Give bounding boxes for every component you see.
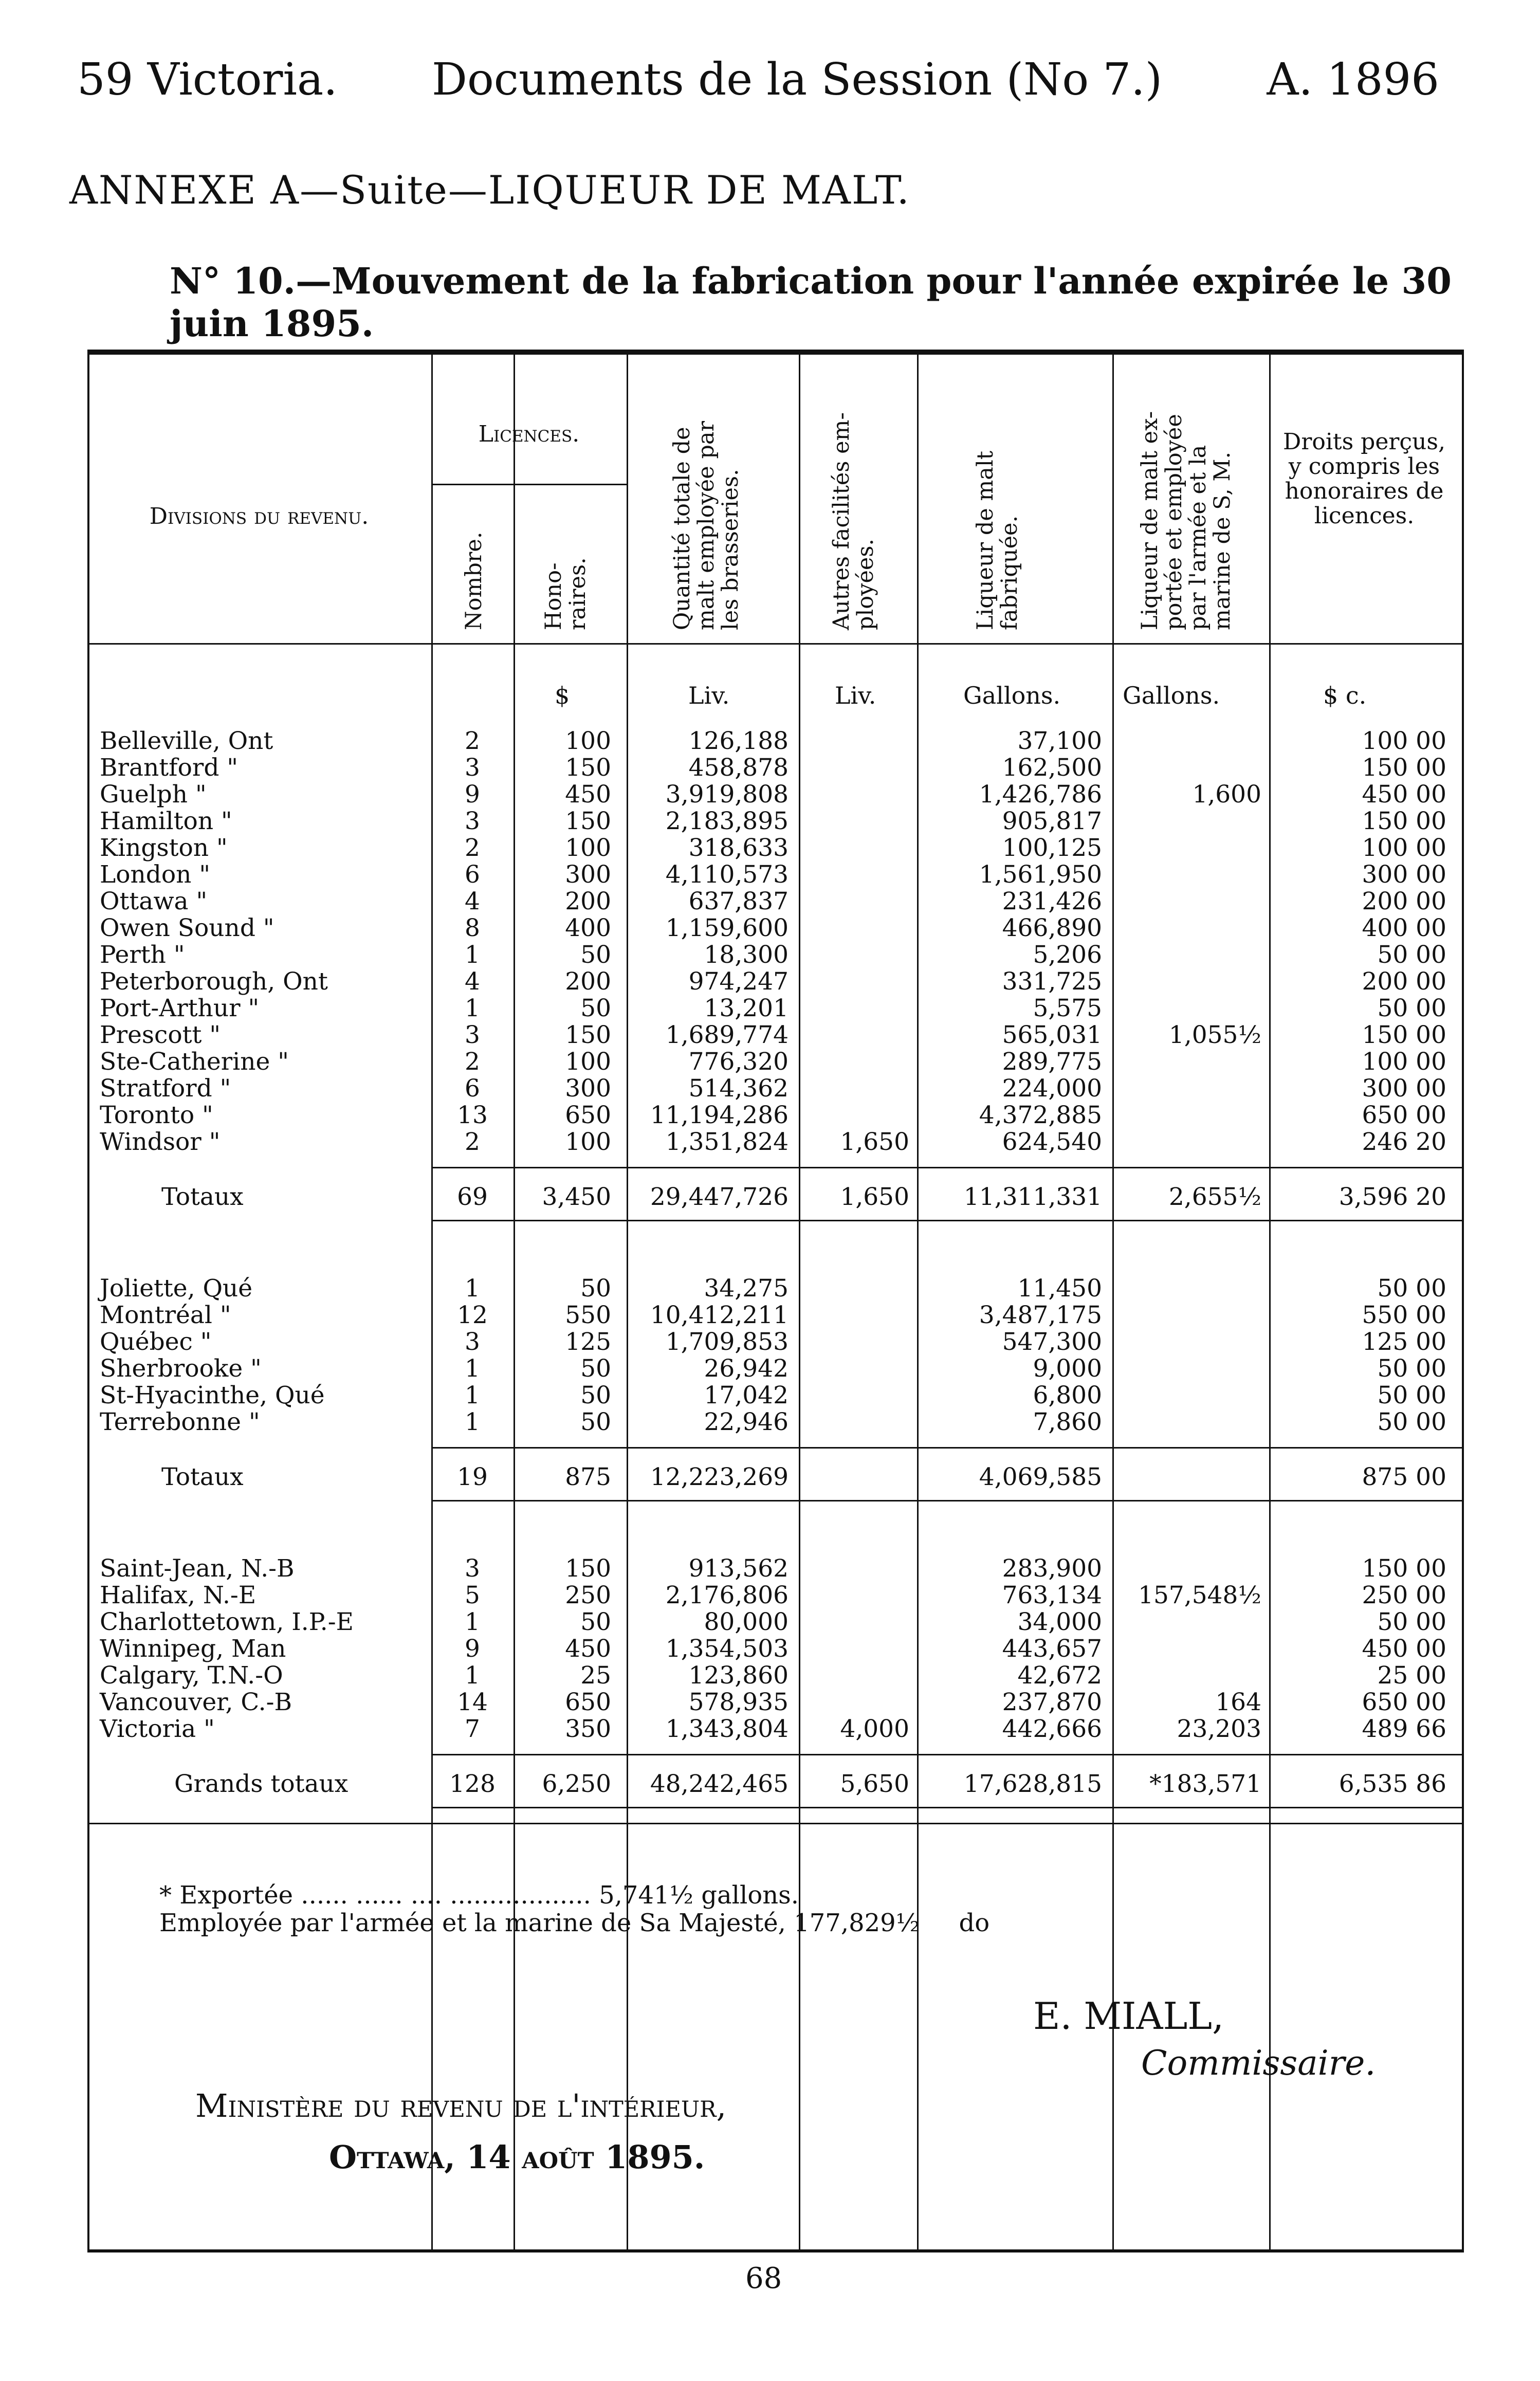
cell-droits: 250 00 (1362, 1581, 1446, 1609)
cell-droits: 3,596 20 (1339, 1183, 1446, 1211)
cell-liq: 11,311,331 (963, 1183, 1102, 1211)
cell-quant: 26,942 (704, 1354, 789, 1383)
nombre-header: Nombre. (461, 532, 487, 630)
cell-liq: 4,069,585 (979, 1463, 1102, 1491)
cell-hon: 50 (580, 1608, 611, 1636)
division-name: Owen Sound " (100, 914, 274, 942)
table-row (89, 1689, 1462, 1716)
total-rule (431, 1500, 1462, 1501)
cell-hon: 50 (580, 1408, 611, 1436)
cell-nombre: 1 (465, 1408, 480, 1436)
table-row (89, 1102, 1462, 1129)
cell-liq: 763,134 (1002, 1581, 1102, 1609)
cell-quant: 29,447,726 (650, 1183, 789, 1211)
division-name: London " (100, 860, 210, 889)
cell-nombre: 6 (465, 860, 480, 889)
division-name: Prescott " (100, 1021, 221, 1049)
cell-hon: 450 (565, 780, 611, 809)
cell-nombre: 3 (465, 754, 480, 782)
division-name: Hamilton " (100, 807, 232, 835)
table-row (89, 781, 1462, 808)
division-name: Sherbrooke " (100, 1354, 262, 1383)
cell-hon: 150 (565, 754, 611, 782)
cell-hon: 150 (565, 1554, 611, 1583)
division-name: Calgary, T.N.-O (100, 1661, 283, 1690)
cell-liq: 466,890 (1002, 914, 1102, 942)
table-row (89, 728, 1462, 755)
cell-hon: 100 (565, 1048, 611, 1076)
cell-droits: 50 00 (1377, 1608, 1446, 1636)
cell-nombre: 6 (465, 1074, 480, 1103)
cell-nombre: 14 (457, 1688, 488, 1716)
cell-droits: 50 00 (1377, 1408, 1446, 1436)
cell-liq: 624,540 (1002, 1128, 1102, 1156)
cell-nombre: 1 (465, 1354, 480, 1383)
division-name: Peterborough, Ont (100, 967, 328, 996)
cell-nombre: 2 (465, 727, 480, 755)
ministry: Ministère du revenu de l'intérieur, (195, 2087, 727, 2124)
cell-quant: 1,689,774 (665, 1021, 789, 1049)
cell-liq: 442,666 (1002, 1715, 1102, 1743)
cell-droits: 875 00 (1362, 1463, 1446, 1491)
cell-liq: 6,800 (1033, 1381, 1102, 1409)
cell-exp: 1,055½ (1168, 1021, 1261, 1049)
cell-nombre: 4 (465, 967, 480, 996)
cell-hon: 150 (565, 807, 611, 835)
cell-liq: 162,500 (1002, 754, 1102, 782)
cell-droits: 125 00 (1362, 1328, 1446, 1356)
cell-hon: 200 (565, 967, 611, 996)
division-name: Québec " (100, 1328, 212, 1356)
cell-quant: 10,412,211 (650, 1301, 789, 1329)
table-row (89, 1409, 1462, 1436)
cell-droits: 50 00 (1377, 1274, 1446, 1303)
cell-quant: 3,919,808 (665, 780, 789, 809)
cell-quant: 13,201 (704, 994, 789, 1022)
cell-liq: 3,487,175 (979, 1301, 1102, 1329)
cell-hon: 200 (565, 887, 611, 915)
cell-nombre: 9 (465, 1635, 480, 1663)
table-row (89, 968, 1462, 995)
table-row (89, 1302, 1462, 1329)
table-row (89, 1049, 1462, 1075)
division-name: Ottawa " (100, 887, 208, 915)
division-name: Belleville, Ont (100, 727, 273, 755)
cell-droits: 150 00 (1362, 754, 1446, 782)
cell-hon: 875 (565, 1463, 611, 1491)
cell-hon: 650 (565, 1688, 611, 1716)
footnote-label: * Exportée (159, 1881, 294, 1910)
division-name: Toronto " (100, 1101, 213, 1129)
footnote-employee (159, 1909, 989, 1937)
cell-liq: 17,628,815 (963, 1770, 1102, 1798)
cell-hon: 50 (580, 994, 611, 1022)
cell-exp: *183,571 (1149, 1770, 1261, 1798)
table-title: N° 10.—Mouvement de la fabrication pour l'année expirée le 30 juin 1895. (170, 260, 1452, 345)
cell-liq: 547,300 (1002, 1328, 1102, 1356)
subtotal-rule (431, 1754, 1462, 1755)
cell-exp: 23,203 (1177, 1715, 1261, 1743)
cell-hon: 300 (565, 860, 611, 889)
division-name: Terrebonne " (100, 1408, 260, 1436)
header-bottom-rule (89, 643, 1462, 645)
cell-quant: 123,860 (688, 1661, 789, 1690)
cell-autres: 1,650 (840, 1128, 909, 1156)
cell-liq: 42,672 (1017, 1661, 1102, 1690)
cell-hon: 300 (565, 1074, 611, 1103)
cell-hon: 650 (565, 1101, 611, 1129)
division-name: Montréal " (100, 1301, 231, 1329)
cell-hon: 50 (580, 941, 611, 969)
total-rule (431, 1220, 1462, 1221)
cell-exp: 2,655½ (1168, 1183, 1261, 1211)
total-label: Totaux (161, 1183, 244, 1211)
cell-quant: 17,042 (704, 1381, 789, 1409)
cell-liq: 11,450 (1017, 1274, 1102, 1303)
table-row (89, 1636, 1462, 1662)
cell-quant: 974,247 (688, 967, 789, 996)
header-top-rule (89, 353, 1462, 355)
table-row (89, 1555, 1462, 1582)
division-name: Windsor " (100, 1128, 221, 1156)
cell-hon: 100 (565, 1128, 611, 1156)
cell-hon: 100 (565, 834, 611, 862)
cell-droits: 50 00 (1377, 1354, 1446, 1383)
cell-nombre: 9 (465, 780, 480, 809)
cell-quant: 1,709,853 (665, 1328, 789, 1356)
cell-liq: 34,000 (1017, 1608, 1102, 1636)
licences-rule (431, 484, 627, 485)
cell-hon: 350 (565, 1715, 611, 1743)
table-row (89, 1609, 1462, 1636)
division-name: Vancouver, C.-B (100, 1688, 292, 1716)
cell-nombre: 1 (465, 1661, 480, 1690)
cell-hon: 50 (580, 1381, 611, 1409)
cell-exp: 157,548½ (1138, 1581, 1261, 1609)
cell-nombre: 2 (465, 1048, 480, 1076)
cell-droits: 650 00 (1362, 1688, 1446, 1716)
cell-droits: 150 00 (1362, 1554, 1446, 1583)
cell-hon: 6,250 (542, 1770, 611, 1798)
cell-liq: 1,561,950 (979, 860, 1102, 889)
cell-quant: 4,110,573 (665, 860, 789, 889)
cell-nombre: 3 (465, 1328, 480, 1356)
signature-title: Commissaire. (1141, 2043, 1376, 2083)
division-name: Perth " (100, 941, 185, 969)
cell-quant: 318,633 (688, 834, 789, 862)
cell-quant: 126,188 (688, 727, 789, 755)
cell-nombre: 5 (465, 1581, 480, 1609)
cell-hon: 3,450 (542, 1183, 611, 1211)
cell-nombre: 3 (465, 1021, 480, 1049)
quantite-header: Quantité totale de malt employée par les brasseries. (669, 420, 743, 630)
divisions-header: Divisions du revenu. (149, 503, 369, 529)
table-row (89, 1022, 1462, 1049)
cell-hon: 125 (565, 1328, 611, 1356)
document-year: A. 1896 (1267, 54, 1439, 105)
cell-droits: 50 00 (1377, 1381, 1446, 1409)
cell-droits: 200 00 (1362, 887, 1446, 915)
cell-droits: 100 00 (1362, 1048, 1446, 1076)
cell-liq: 4,372,885 (979, 1101, 1102, 1129)
cell-liq: 905,817 (1002, 807, 1102, 835)
table-row (89, 808, 1462, 835)
cell-nombre: 3 (465, 1554, 480, 1583)
table-foot-rule (89, 1823, 1462, 1824)
total-row (89, 1184, 1462, 1211)
division-name: Charlottetown, I.P.-E (100, 1608, 354, 1636)
table-row (89, 888, 1462, 915)
division-name: Winnipeg, Man (100, 1635, 286, 1663)
subtotal-rule (431, 1167, 1462, 1168)
table-row (89, 1329, 1462, 1356)
division-name: Guelph " (100, 780, 207, 809)
cell-hon: 150 (565, 1021, 611, 1049)
session-year: 59 Victoria. (77, 54, 338, 105)
cell-quant: 80,000 (704, 1608, 789, 1636)
liqueur-export-header: Liqueur de malt ex- portée et employée par l'armée et la marine de S, M. (1137, 411, 1235, 630)
table-row (89, 862, 1462, 888)
table-row (89, 942, 1462, 968)
table-row (89, 1716, 1462, 1743)
cell-hon: 50 (580, 1354, 611, 1383)
cell-autres: 5,650 (840, 1770, 909, 1798)
autres-header: Autres facilités em- ployées. (829, 412, 878, 630)
cell-quant: 22,946 (704, 1408, 789, 1436)
cell-nombre: 4 (465, 887, 480, 915)
cell-hon: 100 (565, 727, 611, 755)
liqueur-header: Liqueur de malt fabriquée. (973, 451, 1022, 630)
cell-liq: 283,900 (1002, 1554, 1102, 1583)
cell-hon: 400 (565, 914, 611, 942)
cell-hon: 550 (565, 1301, 611, 1329)
unit-liv: Liv. (835, 682, 876, 709)
cell-nombre: 69 (457, 1183, 488, 1211)
division-name: Saint-Jean, N.-B (100, 1554, 295, 1583)
table-row (89, 1582, 1462, 1609)
cell-quant: 514,362 (688, 1074, 789, 1103)
cell-autres: 4,000 (840, 1715, 909, 1743)
footnotes (159, 1881, 989, 1937)
cell-quant: 637,837 (688, 887, 789, 915)
division-name: Ste-Catherine " (100, 1048, 289, 1076)
cell-liq: 565,031 (1002, 1021, 1102, 1049)
cell-droits: 300 00 (1362, 1074, 1446, 1103)
cell-nombre: 2 (465, 1128, 480, 1156)
table-row (89, 1382, 1462, 1409)
cell-quant: 2,176,806 (665, 1581, 789, 1609)
cell-quant: 578,935 (688, 1688, 789, 1716)
subtotal-rule (431, 1447, 1462, 1449)
cell-droits: 650 00 (1362, 1101, 1446, 1129)
cell-liq: 1,426,786 (979, 780, 1102, 809)
footnote-label: Employée par l'armée et la marine de Sa Majesté, 177,829½ (159, 1909, 920, 1937)
total-label: Grands totaux (174, 1770, 349, 1798)
signature-name: E. MIALL, (1033, 1994, 1224, 2038)
division-name: St-Hyacinthe, Qué (100, 1381, 325, 1409)
cell-nombre: 3 (465, 807, 480, 835)
division-name: Port-Arthur " (100, 994, 260, 1022)
table-row (89, 1662, 1462, 1689)
table-row (89, 1129, 1462, 1156)
cell-nombre: 2 (465, 834, 480, 862)
cell-quant: 1,351,824 (665, 1128, 789, 1156)
cell-liq: 231,426 (1002, 887, 1102, 915)
cell-nombre: 1 (465, 1608, 480, 1636)
table-row (89, 835, 1462, 862)
place-date: Ottawa, 14 août 1895. (329, 2138, 705, 2176)
cell-droits: 150 00 (1362, 1021, 1446, 1049)
cell-quant: 458,878 (688, 754, 789, 782)
total-row (89, 1464, 1462, 1491)
cell-quant: 1,159,600 (665, 914, 789, 942)
cell-liq: 37,100 (1017, 727, 1102, 755)
cell-droits: 100 00 (1362, 834, 1446, 862)
cell-quant: 913,562 (688, 1554, 789, 1583)
cell-quant: 11,194,286 (650, 1101, 789, 1129)
cell-quant: 34,275 (704, 1274, 789, 1303)
cell-droits: 100 00 (1362, 727, 1446, 755)
division-name: Brantford " (100, 754, 238, 782)
cell-exp: 1,600 (1192, 780, 1261, 809)
cell-quant: 2,183,895 (665, 807, 789, 835)
cell-nombre: 7 (465, 1715, 480, 1743)
cell-hon: 450 (565, 1635, 611, 1663)
cell-quant: 776,320 (688, 1048, 789, 1076)
cell-droits: 50 00 (1377, 941, 1446, 969)
cell-droits: 300 00 (1362, 860, 1446, 889)
division-name: Victoria " (100, 1715, 215, 1743)
licences-header: Licences. (478, 421, 580, 447)
cell-droits: 50 00 (1377, 994, 1446, 1022)
cell-liq: 100,125 (1002, 834, 1102, 862)
cell-liq: 224,000 (1002, 1074, 1102, 1103)
cell-hon: 25 (580, 1661, 611, 1690)
statistics-table (87, 350, 1464, 2252)
honoraires-header: Hono- raires. (541, 557, 591, 630)
page-number: 68 (745, 2262, 782, 2295)
unit-gallons: Gallons. (1123, 682, 1220, 709)
footnote-value: 5,741½ gallons. (599, 1881, 799, 1910)
cell-liq: 7,860 (1033, 1408, 1102, 1436)
division-name: Joliette, Qué (100, 1274, 253, 1303)
cell-liq: 237,870 (1002, 1688, 1102, 1716)
cell-nombre: 8 (465, 914, 480, 942)
cell-nombre: 19 (457, 1463, 488, 1491)
cell-hon: 250 (565, 1581, 611, 1609)
total-label: Totaux (161, 1463, 244, 1491)
running-head (77, 54, 1439, 111)
footnote-exportee: * Exportée ...... ...... .... .................. 5,741½ gallons. (159, 1881, 799, 1910)
cell-nombre: 128 (449, 1770, 496, 1798)
cell-nombre: 1 (465, 994, 480, 1022)
division-name: Stratford " (100, 1074, 231, 1103)
unit-dollars-cents: $ c. (1323, 682, 1367, 709)
cell-droits: 400 00 (1362, 914, 1446, 942)
division-name: Halifax, N.-E (100, 1581, 256, 1609)
table-row (89, 755, 1462, 781)
table-row (89, 1275, 1462, 1302)
cell-autres: 1,650 (840, 1183, 909, 1211)
cell-nombre: 12 (457, 1301, 488, 1329)
cell-nombre: 1 (465, 1381, 480, 1409)
table-row (89, 1075, 1462, 1102)
cell-droits: 25 00 (1377, 1661, 1446, 1690)
droits-header: Droits perçus, y compris les honoraires de licences. (1283, 429, 1445, 529)
footnote-value: do (959, 1909, 990, 1937)
cell-nombre: 1 (465, 1274, 480, 1303)
cell-liq: 5,575 (1033, 994, 1102, 1022)
cell-quant: 1,354,503 (665, 1635, 789, 1663)
unit-gallons: Gallons. (963, 682, 1061, 709)
cell-exp: 164 (1215, 1688, 1261, 1716)
cell-quant: 18,300 (704, 941, 789, 969)
table-row (89, 915, 1462, 942)
cell-liq: 443,657 (1002, 1635, 1102, 1663)
cell-liq: 289,775 (1002, 1048, 1102, 1076)
cell-nombre: 13 (457, 1101, 488, 1129)
division-name: Kingston " (100, 834, 228, 862)
total-row (89, 1771, 1462, 1798)
document-title: Documents de la Session (No 7.) (432, 54, 1163, 105)
table-row (89, 1356, 1462, 1382)
cell-droits: 150 00 (1362, 807, 1446, 835)
cell-nombre: 1 (465, 941, 480, 969)
unit-dollar: $ (555, 682, 570, 709)
cell-quant: 12,223,269 (650, 1463, 789, 1491)
cell-quant: 1,343,804 (665, 1715, 789, 1743)
cell-droits: 550 00 (1362, 1301, 1446, 1329)
cell-droits: 246 20 (1362, 1128, 1446, 1156)
cell-quant: 48,242,465 (650, 1770, 789, 1798)
cell-droits: 6,535 86 (1339, 1770, 1446, 1798)
cell-liq: 9,000 (1033, 1354, 1102, 1383)
unit-liv: Liv. (688, 682, 730, 709)
cell-liq: 5,206 (1033, 941, 1102, 969)
annexe-title: ANNEXE A—Suite—LIQUEUR DE MALT. (69, 167, 910, 213)
total-rule (431, 1807, 1462, 1808)
cell-liq: 331,725 (1002, 967, 1102, 996)
cell-droits: 489 66 (1362, 1715, 1446, 1743)
table-row (89, 995, 1462, 1022)
cell-droits: 450 00 (1362, 780, 1446, 809)
cell-hon: 50 (580, 1274, 611, 1303)
cell-droits: 200 00 (1362, 967, 1446, 996)
cell-droits: 450 00 (1362, 1635, 1446, 1663)
